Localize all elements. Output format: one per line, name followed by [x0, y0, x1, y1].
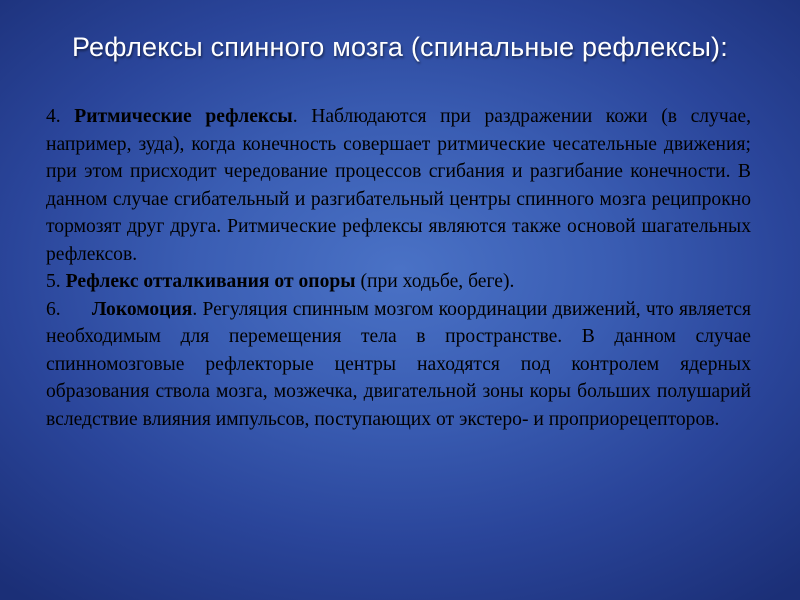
item-text: . Регуляция спинным мозгом координации движений, что является необходимым для перемещения тела в пространстве. В данном случае спинномозговые рефлекторые центры находятся под контролем ядерных образования ствола мозга, мозжечка, двигательной зоны коры больших полушарий вследствие влияния импульсов, поступающих от экстеро- и проприорецепторов. [46, 298, 752, 430]
item-number: 5. [46, 271, 61, 292]
item-term: Локомоция [91, 298, 193, 320]
item-number: 4. [46, 106, 61, 127]
item-4-ritmicheskie-refleksy [46, 103, 751, 268]
slide-title: Рефлексы спинного мозга (спинальные рефлексы): [72, 32, 728, 62]
item-term: Ритмические рефлексы [74, 106, 293, 127]
item-text: . Наблюдаются при раздражении кожи (в случае, например, зуда), когда конечность совершает ритмические чесательные движения; при этом присходит чередование процессов сгибания и разгибание конечности. В данном случае сгибательный и разгибательный центры спинного мозга реципрокно тормозят друг друга. Ритмические рефлексы являются также основой шагательных рефлексов. [46, 106, 751, 265]
item-term: Рефлекс отталкивания от опоры [65, 271, 356, 292]
item-6-lokomotsiya [46, 296, 751, 434]
item-5-refleks-ottalkivaniya [46, 268, 751, 296]
slide-body [46, 103, 751, 433]
item-number: 6. [46, 298, 61, 320]
item-text: (при ходьбе, беге). [360, 271, 515, 292]
